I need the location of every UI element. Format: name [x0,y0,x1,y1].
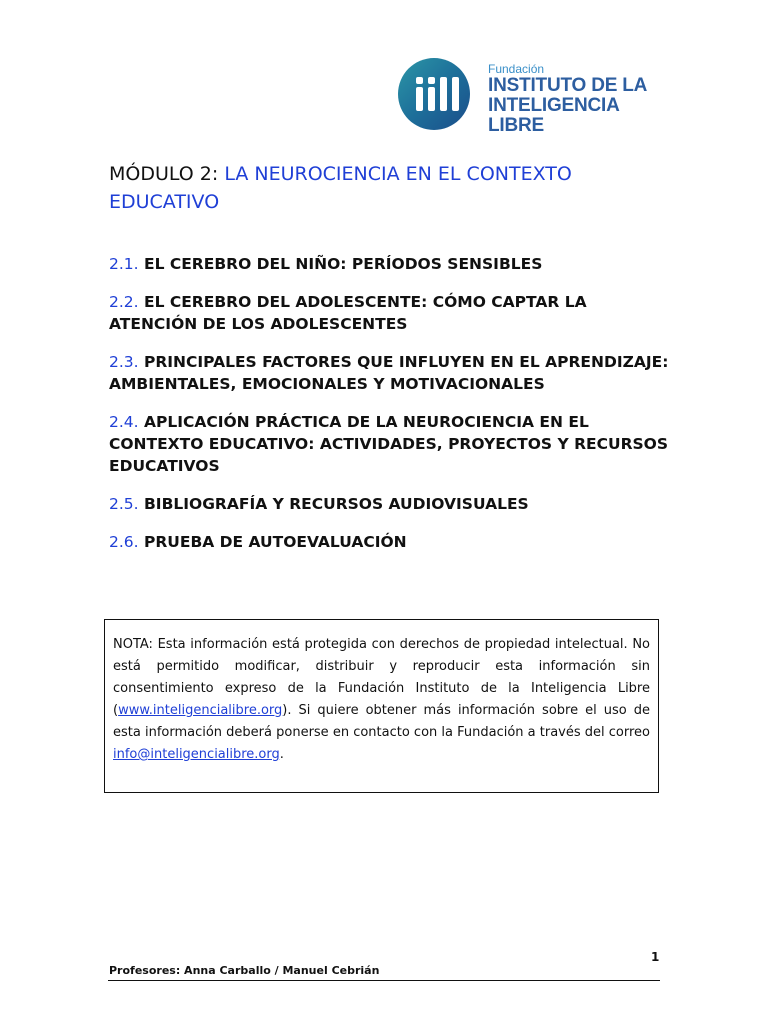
toc-item [109,531,669,553]
logo-line-1: INSTITUTO DE LA [488,75,648,96]
logo-emblem-icon [398,58,470,130]
toc-item [109,291,669,335]
toc-item-number: 2.6. [109,533,139,551]
toc-item-text: PRUEBA DE AUTOEVALUACIÓN [143,533,407,551]
module-topic: LA NEUROCIENCIA EN EL CONTEXTO EDUCATIVO [109,163,572,213]
toc-item-number: 2.2. [109,293,139,311]
logo-small-text: Fundación [488,62,545,76]
website-link[interactable]: www.inteligencialibre.org [118,703,283,718]
note-text-part3: . [279,747,284,762]
foundation-logo [398,58,668,136]
toc-item-number: 2.4. [109,413,139,431]
toc-item-text: PRINCIPALES FACTORES QUE INFLUYEN EN EL APRENDIZAJE: AMBIENTALES, EMOCIONALES Y MOTIVACIONALES [109,353,669,393]
toc-item-text: APLICACIÓN PRÁCTICA DE LA NEUROCIENCIA EN EL CONTEXTO EDUCATIVO: ACTIVIDADES, PROYECTOS Y RECURSOS EDUCATIVOS [109,413,669,475]
page-number: 1 [651,950,660,964]
toc-item [109,411,669,477]
footer-divider [108,980,660,981]
note-text-part2: ). Si quiere obtener más información sobre el uso de esta información deberá ponerse en contacto con la Fundación a través del correo [113,703,650,740]
email-link[interactable]: info@inteligencialibre.org [113,747,280,762]
toc-item-number: 2.5. [109,495,139,513]
toc-item [109,253,669,275]
table-of-contents [109,253,669,569]
toc-item-number: 2.1. [109,255,139,273]
toc-item-text: EL CEREBRO DEL ADOLESCENTE: CÓMO CAPTAR LA ATENCIÓN DE LOS ADOLESCENTES [109,293,587,333]
toc-item-number: 2.3. [109,353,139,371]
copyright-note [104,619,659,793]
toc-item-text: BIBLIOGRAFÍA Y RECURSOS AUDIOVISUALES [143,495,529,513]
toc-item [109,351,669,395]
footer-professors: Profesores: Anna Carballo / Manuel Cebrián [109,964,380,977]
note-text-part1: NOTA: Esta información está protegida con derechos de propiedad intelectual. No está permitido modificar, distribuir y reproducir esta información sin consentimiento expreso de la Fundación Instituto de la Inteligencia Libre ( [113,637,650,718]
toc-item-text: EL CEREBRO DEL NIÑO: PERÍODOS SENSIBLES [143,255,543,273]
toc-item [109,493,669,515]
module-title [109,160,669,216]
logo-line-2: INTELIGENCIA LIBRE [488,95,619,136]
logo-wordmark [488,62,668,136]
module-number: MÓDULO 2: [109,163,225,185]
